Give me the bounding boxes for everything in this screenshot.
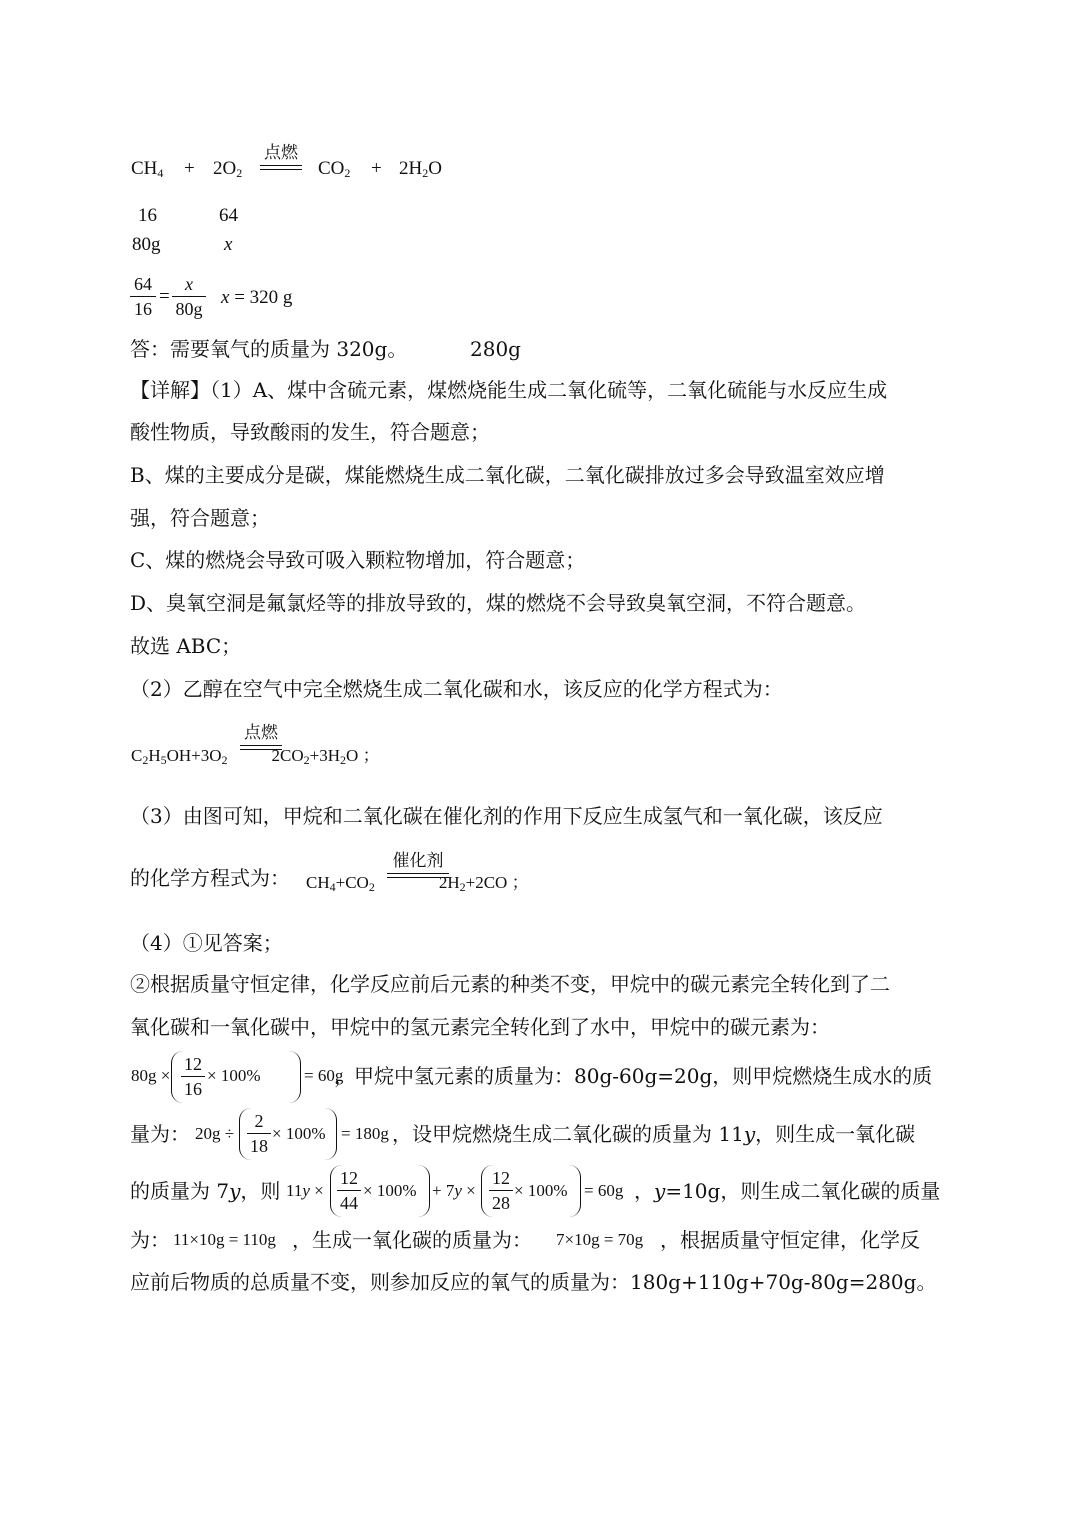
- formula-ch4: $CH_4$: [131, 158, 164, 180]
- percent-factor: × 100%: [207, 1066, 261, 1085]
- formula-o2: $2O_2$: [213, 158, 243, 180]
- formula-h2o: $2H_2O$: [399, 158, 442, 180]
- reaction-condition-catalyst: 催化剂: [387, 850, 449, 878]
- plus-sign: +: [371, 158, 382, 179]
- percent-factor: × 100%: [363, 1181, 417, 1200]
- answer-value: 280g: [470, 337, 521, 361]
- carbon-mass-result: = 60g: [304, 1066, 344, 1085]
- fraction-2-18: 2 18: [247, 1110, 271, 1157]
- detail-paragraph: （3）由图可知，甲烷和二氧化碳在催化剂的作用下反应生成氢气和一氧化碳，该反应: [130, 804, 883, 828]
- methane-reforming-equation: $CH_4+CO_2$ $2H_2+2CO$ ；: [306, 873, 529, 894]
- water-mass-result: = 180g: [341, 1124, 389, 1143]
- detail-paragraph: 氧化碳和一氧化碳中，甲烷中的氢元素完全转化到了水中，甲烷中的碳元素为：: [130, 1015, 830, 1039]
- co-mass-expression: 7×10g = 70g: [556, 1230, 644, 1249]
- proportion-fraction-right: x 80g: [172, 273, 206, 320]
- equals-sign: =: [159, 286, 170, 307]
- fraction-12-28: 12 28: [489, 1167, 513, 1214]
- relative-mass-o2: 64: [219, 205, 238, 226]
- detail-paragraph: ，根据质量守恒定律，化学反: [660, 1228, 920, 1252]
- detail-paragraph: D、臭氧空洞是氟氯烃等的排放导致的，煤的燃烧不会导致臭氧空洞，不符合题意。: [130, 591, 867, 615]
- detail-paragraph: ，生成一氧化碳的质量为：: [292, 1228, 532, 1252]
- formula-co2: $CO_2$: [318, 158, 351, 180]
- percent-factor: × 100%: [514, 1181, 568, 1200]
- unknown-x: x: [224, 234, 233, 255]
- proportion-fraction-left: 64 16: [130, 273, 156, 320]
- carbon-balance-plus: + 7y ×: [432, 1181, 476, 1200]
- reaction-equation-1: [131, 157, 163, 181]
- percent-factor: × 100%: [272, 1124, 326, 1143]
- detail-paragraph: ，甲烷中氢元素的质量为：80g-60g=20g，则甲烷燃烧生成水的质: [334, 1064, 933, 1088]
- detail-paragraph: 强，符合题意；: [130, 506, 270, 530]
- fraction-12-44: 12 44: [337, 1167, 361, 1214]
- detail-paragraph: 的质量为 7y，则: [130, 1179, 281, 1203]
- reaction-condition-ignite: 点燃: [240, 722, 282, 750]
- detail-paragraph: （4）①见答案；: [130, 931, 283, 955]
- plus-sign: +: [184, 158, 195, 179]
- detail-paragraph: 应前后物质的总质量不变，则参加反应的氧气的质量为：180g+110g+70g-80g=280g。: [130, 1270, 937, 1294]
- carbon-balance-expression: 11y ×: [286, 1181, 324, 1200]
- water-mass-expression: 20g ÷: [195, 1124, 235, 1143]
- relative-mass-ch4: 16: [138, 205, 157, 226]
- answer-line: 答：需要氧气的质量为 320g。: [130, 337, 408, 361]
- detail-paragraph: 【详解】（1）A、煤中含硫元素，煤燃烧能生成二氧化硫等，二氧化硫能与水反应生成: [130, 378, 888, 402]
- reaction-condition-ignite: 点燃: [260, 142, 302, 170]
- detail-paragraph: 故选 ABC；: [130, 634, 242, 658]
- detail-paragraph: 的化学方程式为：: [130, 866, 290, 890]
- ethanol-combustion-equation: $C_2H_5OH+3O_2$ $2CO_2+3H_2O$ ；: [131, 746, 380, 767]
- detail-paragraph: 酸性物质，导致酸雨的发生，符合题意；: [130, 420, 490, 444]
- solution-result: x = 320 g: [221, 287, 293, 308]
- detail-paragraph: （2）乙醇在空气中完全燃烧生成二氧化碳和水，该反应的化学方程式为：: [130, 677, 783, 701]
- given-mass-ch4: 80g: [132, 234, 161, 255]
- co2-mass-expression: 11×10g = 110g: [173, 1230, 276, 1249]
- carbon-mass-expression: 80g ×: [131, 1066, 171, 1085]
- carbon-balance-result: = 60g: [584, 1181, 624, 1200]
- detail-paragraph: ，y=10g，则生成二氧化碳的质量: [634, 1179, 941, 1203]
- detail-paragraph: B、煤的主要成分是碳，煤能燃烧生成二氧化碳，二氧化碳排放过多会导致温室效应增: [130, 463, 885, 487]
- detail-paragraph: ，设甲烷燃烧生成二氧化碳的质量为 11y，则生成一氧化碳: [392, 1122, 916, 1146]
- detail-paragraph: C、煤的燃烧会导致可吸入颗粒物增加，符合题意；: [130, 548, 586, 572]
- detail-paragraph: ②根据质量守恒定律，化学反应前后元素的种类不变，甲烷中的碳元素完全转化到了二: [130, 972, 890, 996]
- detail-paragraph: 量为：: [130, 1122, 190, 1146]
- fraction-12-16: 12 16: [181, 1053, 205, 1100]
- detail-paragraph: 为：: [130, 1228, 170, 1252]
